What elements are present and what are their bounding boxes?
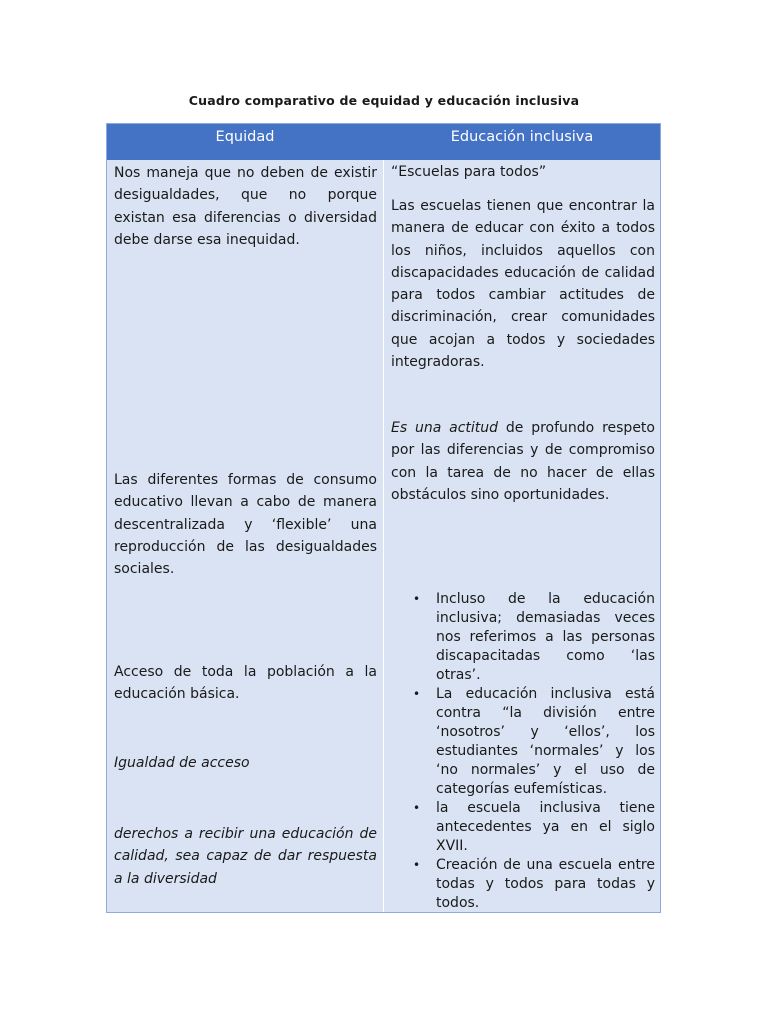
equidad-paragraph-1: Nos maneja que no deben de existir desigualdades, que no porque existan esa diferencias o diversidad debe darse esa inequidad. [114,165,377,248]
header-equidad: Equidad [215,129,275,145]
list-item-text: Incluso de la educación inclusiva; demasiadas veces nos referimos a las personas discapacitadas como ‘las otras’. [436,591,655,683]
equidad-paragraph-2: Las diferentes formas de consumo educativo llevan a cabo de manera descentralizada y ‘flexible’ una reproducción de las desigualdades sociales. [114,472,377,578]
inclusiva-paragraph-2: Las escuelas tienen que encontrar la manera de educar con éxito a todos los niños, incluidos aquellos con discapacidades educación de calidad para todos cambiar actitudes de discriminación, crear comunidades que acojan a todos y sociedades integradoras. [391,198,655,371]
list-item [391,590,655,685]
comparison-table [106,123,661,913]
table-header-row [107,124,660,160]
equidad-paragraph-5: derechos a recibir una educación de calidad, sea capaz de dar respuesta a la diversidad [114,826,377,887]
list-item [391,685,655,799]
document-title: Cuadro comparativo de equidad y educación inclusiva [188,93,580,108]
equidad-paragraph-3: Acceso de toda la población a la educación básica. [114,664,377,703]
list-item [391,856,655,913]
bullet-icon: • [413,592,421,606]
list-item-text: Creación de una escuela entre todas y todos para todas y todos. [436,857,655,911]
bullet-icon: • [413,801,421,815]
inclusiva-paragraph-3 [391,417,655,506]
bullet-icon: • [413,687,421,701]
inclusiva-bullet-list [391,590,655,913]
header-educacion-inclusiva: Educación inclusiva [450,129,594,145]
inclusiva-paragraph-3-italic: Es una actitud [391,420,499,436]
bullet-icon: • [413,858,421,872]
list-item-text: La educación inclusiva está contra “la división entre ‘nosotros’ y ‘ellos’, los estudiantes ‘normales’ y los ‘no normales’ y el uso de categorías eufemísticas. [436,686,655,797]
inclusiva-paragraph-3-rest: de profundo respeto por las diferencias y de compromiso con la tarea de no hacer de ellas obstáculos sino oportunidades. [391,420,655,503]
list-item [391,799,655,856]
list-item-text: la escuela inclusiva tiene antecedentes ya en el siglo XVII. [436,800,655,854]
equidad-paragraph-4: Igualdad de acceso [114,755,250,771]
inclusiva-paragraph-1: “Escuelas para todos” [391,164,547,180]
column-divider [383,160,384,912]
